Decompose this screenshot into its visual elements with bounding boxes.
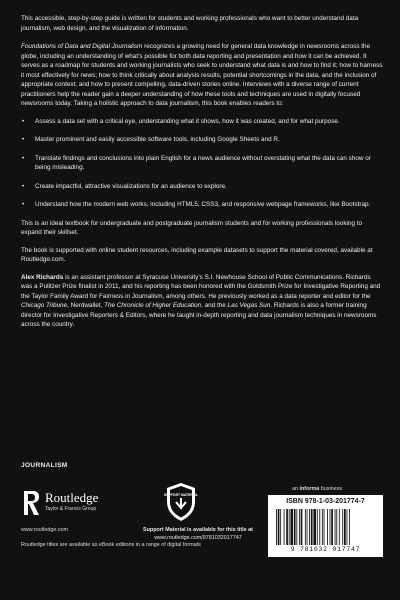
support-badge-label: SUPPORT MATERIAL <box>164 493 198 497</box>
bio-text: is an assistant professor at Syracuse University’s S.I. Newhouse School of Public Communications. Richards was a Pulitzer Prize finalist in 2011, and his reporting has been honored with the Goldsmith Prize for Investigative Reporting and the Taylor Family Award for Fairness in Journalism, among others. He previously worked as a data reporter and editor for the <box>21 273 381 300</box>
barcode-digits: 9 781032 017747 <box>290 546 361 553</box>
routledge-logo <box>21 488 131 524</box>
intro-paragraph: This accessible, step-by-step guide is written for students and working professionals who want to better understand data journalism, web design, and the visualization of information. <box>21 15 359 32</box>
publication-name: Chicago Tribune <box>21 302 68 309</box>
textbook-paragraph: This is an ideal textbook for undergraduate and postgraduate journalism students and for working professionals looking to expand their skillset. <box>21 219 363 236</box>
author-name: Alex Richards <box>21 273 64 281</box>
bullet-icon: • <box>22 117 25 125</box>
footer <box>0 482 400 600</box>
list-item <box>21 200 383 210</box>
support-paragraph: The book is supported with online student resources, including example datasets to support the material covered, available at Routledge.com. <box>21 246 373 263</box>
publisher-name: Routledge <box>45 490 99 505</box>
isbn-number: ISBN 978-1-03-201774-7 <box>286 498 365 505</box>
support-material-badge-icon <box>164 482 198 522</box>
subject-category: JOURNALISM <box>21 462 68 469</box>
informa-business <box>292 486 342 492</box>
bio-text: , and the <box>201 302 228 309</box>
blurb <box>21 14 383 338</box>
informa-suffix: business <box>319 486 343 492</box>
list-item-text: Understand how the modern web works, including HTML5, CSS3, and responsive webpage frameworks, like Bootstrap. <box>35 201 371 208</box>
publisher-url: www.routledge.com <box>21 527 69 533</box>
list-item-text: Create impactful, attractive visualizations for an audience to explore. <box>35 182 227 190</box>
list-item-text: Master prominent and easily accessible software tools, including Google Sheets and R. <box>35 136 280 143</box>
learning-objectives-list <box>21 117 383 210</box>
list-item <box>21 182 383 192</box>
bullet-icon: • <box>22 136 25 143</box>
ebook-note: Routledge titles are available as eBook editions in a range of digital formats <box>21 542 201 548</box>
bullet-icon: • <box>22 154 25 162</box>
list-item-text: Assess a data set with a critical eye, understanding what it shows, how it was created, and for what purpose. <box>35 117 340 125</box>
bullet-icon: • <box>22 201 25 208</box>
list-item <box>21 135 383 145</box>
book-title: Foundations of Data and Digital Journalism <box>21 43 143 50</box>
list-item <box>21 154 383 173</box>
publication-name: Las Vegas Sun <box>227 302 271 309</box>
support-note-line1: Support Material is available for this title at <box>143 527 253 533</box>
support-material-note <box>137 527 259 542</box>
informa-brand: informa <box>299 486 320 492</box>
isbn-barcode <box>268 495 383 557</box>
routledge-mark-icon <box>21 490 41 516</box>
bio-text: . Richards is also a former training director for Investigative Reporters & Editors, where he taught in-depth reporting and data journalism techniques in newsrooms across the country. <box>21 302 377 328</box>
list-item <box>21 117 383 127</box>
description-paragraph <box>21 42 383 109</box>
publication-name: The Chronicle of Higher Education <box>104 302 202 309</box>
informa-prefix: an <box>292 486 300 492</box>
support-note-url: www.routledge.com/9781032017747 <box>154 534 242 541</box>
barcode-bars <box>276 509 377 545</box>
description-text: recognizes a growing need for general data knowledge in newsrooms across the globe, including an understanding of what’s possible for both data reporting and presentation and how it can be achieved. It serves as a roadmap for students and working journalists who seek to understand what data is and how to find it; how to harness it most effectively for news; how to think critically about analysis results, potential shortcomings in the data, and the inclusion of appropriate context; and how to present compelling, data-driven stories online. Interviews with a diverse range of current practitioners help the reader gain a deeper understanding of how these tools and techniques are used in digitally focused newsrooms today. Taking a holistic approach to data journalism, this book enables readers to: <box>21 43 383 107</box>
bullet-icon: • <box>22 182 25 190</box>
author-bio <box>21 273 383 330</box>
publisher-group: Taylor & Francis Group <box>45 506 97 512</box>
list-item-text: Translate findings and conclusions into plain English for a news audience without overstating what the data can show or being misleading. <box>35 154 371 171</box>
bio-text: , Nerdwallet, <box>67 302 105 309</box>
